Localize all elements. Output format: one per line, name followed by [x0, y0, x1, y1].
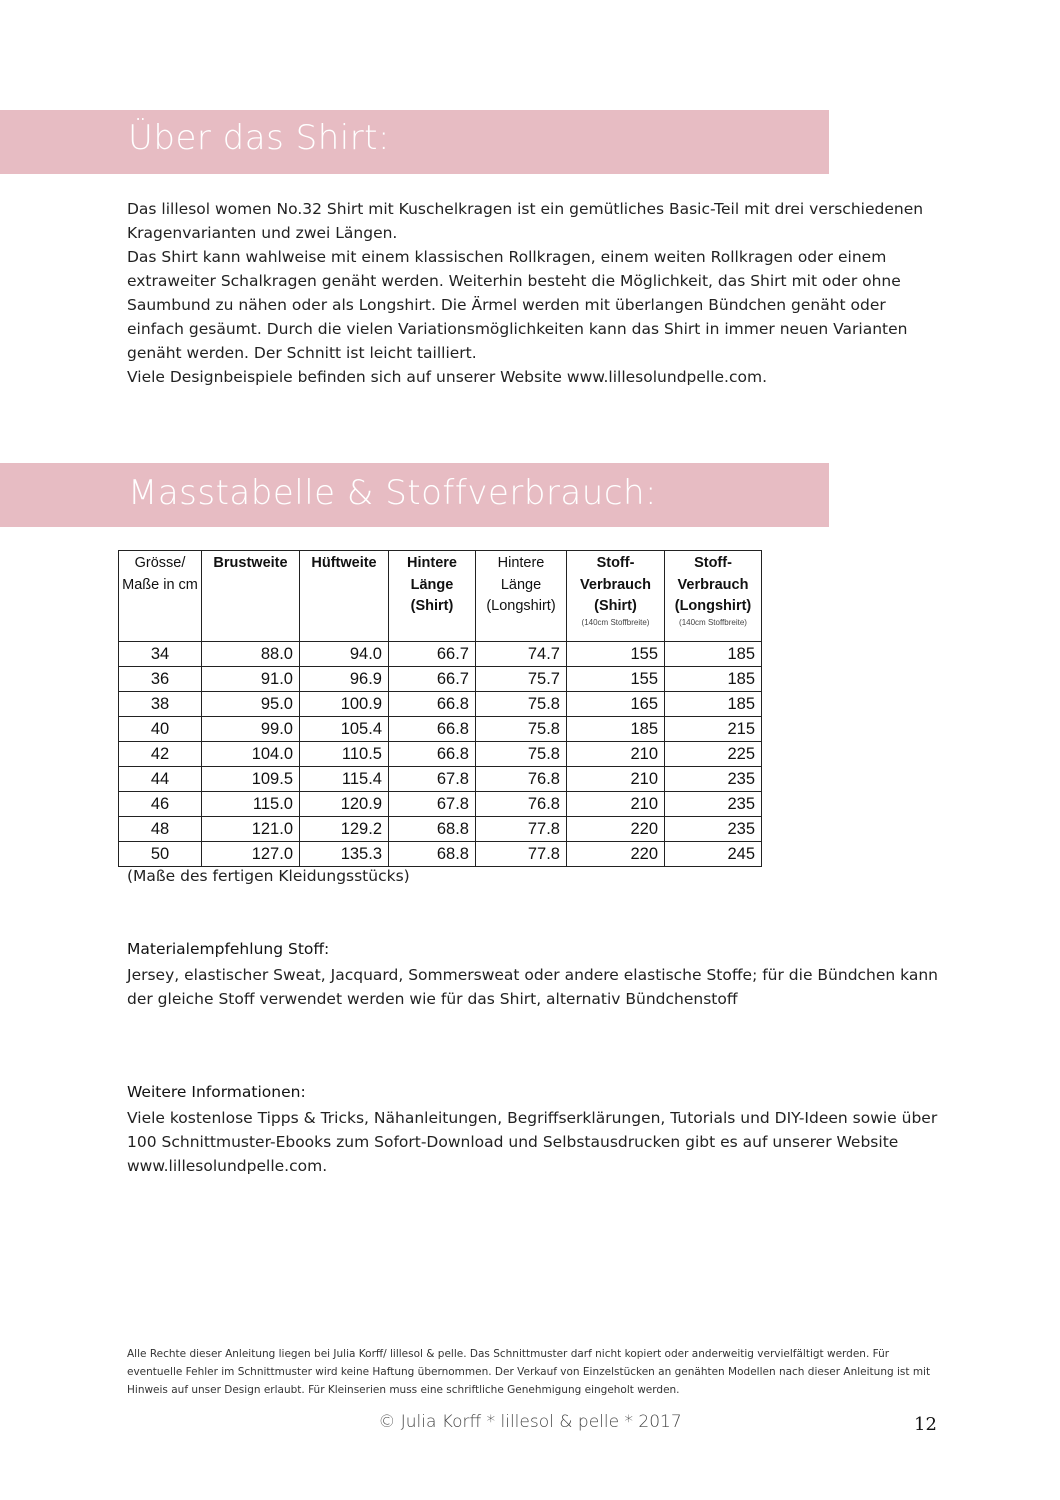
header-chest: Brustweite [202, 551, 300, 642]
cell-back-length-shirt: 66.7 [389, 642, 476, 667]
cell-hip: 120.9 [300, 792, 389, 817]
cell-back-length-shirt: 68.8 [389, 817, 476, 842]
cell-size: 38 [119, 692, 202, 717]
cell-back-length-shirt: 66.8 [389, 692, 476, 717]
cell-fabric-shirt: 220 [567, 817, 665, 842]
cell-back-length-longshirt: 75.8 [476, 692, 567, 717]
cell-fabric-shirt: 210 [567, 742, 665, 767]
material-text: Jersey, elastischer Sweat, Jacquard, Sommersweat oder andere elastische Stoffe; für die Bündchen kann der gleiche Stoff verwendet werden wie für das Shirt, alternativ Bündchenstoff [127, 966, 939, 1008]
cell-back-length-shirt: 66.7 [389, 667, 476, 692]
cell-chest: 88.0 [202, 642, 300, 667]
cell-back-length-shirt: 67.8 [389, 792, 476, 817]
cell-hip: 115.4 [300, 767, 389, 792]
cell-size: 36 [119, 667, 202, 692]
cell-fabric-shirt: 155 [567, 667, 665, 692]
cell-chest: 95.0 [202, 692, 300, 717]
cell-fabric-shirt: 220 [567, 842, 665, 867]
table-note: (Maße des fertigen Kleidungsstücks) [127, 867, 410, 885]
cell-hip: 129.2 [300, 817, 389, 842]
table-row [119, 692, 762, 717]
cell-chest: 104.0 [202, 742, 300, 767]
header-size: Grösse/ Maße in cm [119, 551, 202, 642]
table-row [119, 792, 762, 817]
cell-size: 48 [119, 817, 202, 842]
cell-fabric-shirt: 210 [567, 792, 665, 817]
header-back-length-longshirt: Hintere Länge (Longshirt) [476, 551, 567, 642]
cell-size: 34 [119, 642, 202, 667]
page-number: 12 [914, 1414, 937, 1435]
cell-fabric-longshirt: 235 [665, 817, 762, 842]
table-row [119, 717, 762, 742]
cell-fabric-longshirt: 245 [665, 842, 762, 867]
cell-hip: 105.4 [300, 717, 389, 742]
cell-hip: 100.9 [300, 692, 389, 717]
cell-fabric-longshirt: 235 [665, 792, 762, 817]
section-band-sizes [0, 463, 829, 527]
cell-fabric-longshirt: 215 [665, 717, 762, 742]
intro-paragraph-2: Das Shirt kann wahlweise mit einem klassischen Rollkragen, einem weiten Rollkragen oder einem extraweiter Schalkragen genäht werden. Weiterhin besteht die Möglichkeit, das Shirt mit oder ohne Saumbund zu nähen oder als Longshirt. Die Ärmel werden mit überlangen Bündchen genäht oder einfach gesäumt. Durch die vielen Variationsmöglichkeiten kann das Shirt in immer neuen Varianten genäht werden. Der Schnitt ist leicht tailliert. [127, 248, 908, 362]
cell-fabric-longshirt: 185 [665, 642, 762, 667]
cell-hip: 135.3 [300, 842, 389, 867]
cell-fabric-shirt: 165 [567, 692, 665, 717]
size-table-body [119, 642, 762, 867]
cell-back-length-longshirt: 76.8 [476, 767, 567, 792]
cell-chest: 91.0 [202, 667, 300, 692]
intro-paragraph-3: Viele Designbeispiele befinden sich auf unserer Website www.lillesolundpelle.com. [127, 368, 768, 386]
cell-fabric-shirt: 210 [567, 767, 665, 792]
cell-chest: 99.0 [202, 717, 300, 742]
cell-size: 44 [119, 767, 202, 792]
section-title-sizes: Masstabelle & Stoffverbrauch: [128, 473, 658, 513]
cell-hip: 94.0 [300, 642, 389, 667]
size-table [118, 550, 762, 867]
intro-paragraph-1: Das lillesol women No.32 Shirt mit Kuschelkragen ist ein gemütliches Basic-Teil mit drei verschiedenen Kragenvarianten und zwei Längen. [127, 200, 924, 242]
section-title-about: Über das Shirt: [128, 118, 390, 158]
cell-back-length-shirt: 66.8 [389, 742, 476, 767]
cell-back-length-longshirt: 77.8 [476, 817, 567, 842]
header-hip: Hüftweite [300, 551, 389, 642]
cell-back-length-longshirt: 76.8 [476, 792, 567, 817]
table-row [119, 667, 762, 692]
cell-fabric-shirt: 185 [567, 717, 665, 742]
cell-size: 50 [119, 842, 202, 867]
cell-chest: 109.5 [202, 767, 300, 792]
table-row [119, 767, 762, 792]
table-row [119, 742, 762, 767]
cell-hip: 110.5 [300, 742, 389, 767]
cell-back-length-shirt: 66.8 [389, 717, 476, 742]
cell-back-length-longshirt: 75.8 [476, 717, 567, 742]
cell-back-length-shirt: 67.8 [389, 767, 476, 792]
cell-back-length-longshirt: 75.8 [476, 742, 567, 767]
legal-notice: Alle Rechte dieser Anleitung liegen bei Julia Korff/ lillesol & pelle. Das Schnittmuster darf nicht kopiert oder anderweitig vervielfältigt werden. Für eventuelle Fehler im Schnittmuster wird keine Haftung übernommen. Der Verkauf von Einzelstücken an genähten Modellen nach dieser Anleitung ist mit Hinweis auf unser Design erlaubt. Für Kleinserien muss eine schriftliche Genehmigung eingeholt werden. [127, 1348, 931, 1396]
cell-back-length-longshirt: 77.8 [476, 842, 567, 867]
cell-fabric-longshirt: 185 [665, 692, 762, 717]
cell-chest: 115.0 [202, 792, 300, 817]
cell-size: 46 [119, 792, 202, 817]
info-text: Viele kostenlose Tipps & Tricks, Nähanleitungen, Begriffserklärungen, Tutorials und DIY-Ideen sowie über 100 Schnittmuster-Ebooks zum Sofort-Download und Selbstausdrucken gibt es auf unserer Website www.lillesolundpelle.com. [127, 1109, 938, 1175]
table-row [119, 817, 762, 842]
info-heading: Weitere Informationen: [127, 1083, 306, 1101]
cell-chest: 127.0 [202, 842, 300, 867]
cell-hip: 96.9 [300, 667, 389, 692]
cell-size: 40 [119, 717, 202, 742]
size-table-header-row [119, 551, 762, 642]
cell-back-length-longshirt: 74.7 [476, 642, 567, 667]
cell-fabric-longshirt: 185 [665, 667, 762, 692]
cell-fabric-longshirt: 225 [665, 742, 762, 767]
table-row [119, 642, 762, 667]
cell-back-length-shirt: 68.8 [389, 842, 476, 867]
material-heading: Materialempfehlung Stoff: [127, 940, 330, 958]
cell-chest: 121.0 [202, 817, 300, 842]
header-fabric-shirt: Stoff-Verbrauch (Shirt) (140cm Stoffbreite) [567, 551, 665, 642]
header-fabric-longshirt: Stoff-Verbrauch (Longshirt) (140cm Stoffbreite) [665, 551, 762, 642]
table-row [119, 842, 762, 867]
cell-fabric-longshirt: 235 [665, 767, 762, 792]
header-back-length-shirt: Hintere Länge (Shirt) [389, 551, 476, 642]
footer-copyright: © Julia Korff * lillesol & pelle * 2017 [378, 1412, 682, 1432]
intro-text [127, 197, 947, 389]
cell-size: 42 [119, 742, 202, 767]
cell-fabric-shirt: 155 [567, 642, 665, 667]
section-band-about [0, 110, 829, 174]
cell-back-length-longshirt: 75.7 [476, 667, 567, 692]
